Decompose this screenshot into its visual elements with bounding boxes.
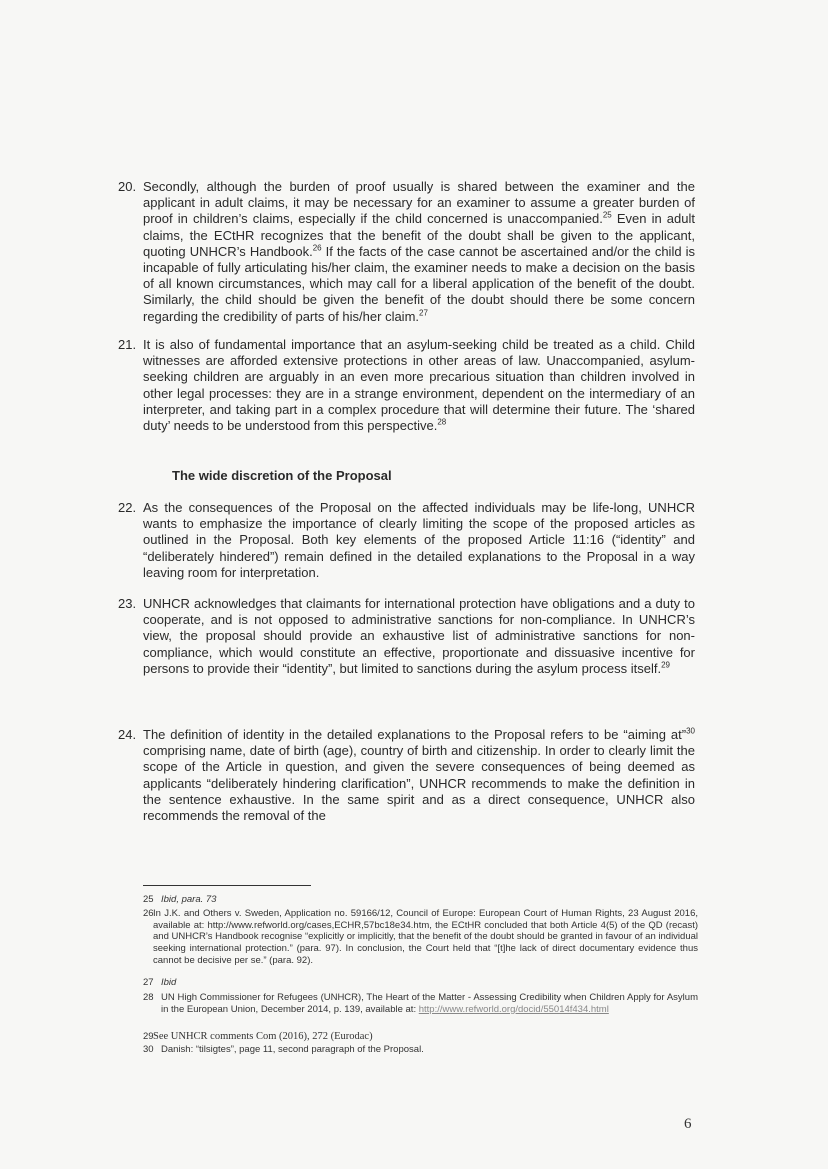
footnote-number: 27 bbox=[143, 977, 154, 988]
footnote-ref[interactable]: 30 bbox=[686, 726, 695, 736]
footnote-number: 25 bbox=[143, 894, 154, 905]
footnote-ref[interactable]: 25 bbox=[602, 211, 612, 221]
footnote-30 bbox=[143, 1044, 698, 1056]
paragraph-number: 21. bbox=[118, 337, 137, 352]
footnote-ref[interactable]: 28 bbox=[437, 417, 447, 427]
paragraph-text: Secondly, although the burden of proof usually is shared between the examiner and the applicant in adult claims, it may be necessary for an examiner to assume a greater burden of proof in children’s claims, especially if the child concerned is unaccompanied. bbox=[143, 179, 695, 227]
footnote-text: See UNHCR comments Com (2016), 272 (Eurodac) bbox=[153, 1031, 373, 1042]
footnote-divider bbox=[143, 885, 311, 886]
footnote-number: 28 bbox=[143, 992, 154, 1003]
footnote-link[interactable]: http://www.refworld.org/docid/55014f434.html bbox=[418, 1003, 609, 1015]
paragraph-text: The definition of identity in the detailed explanations to the Proposal refers to be “aiming at” bbox=[143, 727, 687, 742]
paragraph-text: UNHCR acknowledges that claimants for international protection have obligations and a duty to cooperate, and is not opposed to administrative sanctions for non-compliance. In UNHCR’s view, the proposal should provide an exhaustive list of administrative sanctions for non-compliance, which would constitute an effective, proportionate and dissuasive incentive for persons to provide their “identity”, but limited to sanctions during the asylum process itself. bbox=[143, 596, 695, 676]
section-heading: The wide discretion of the Proposal bbox=[172, 468, 392, 483]
paragraph-24 bbox=[118, 726, 695, 824]
footnote-text: Ibid bbox=[161, 977, 177, 988]
paragraph-21 bbox=[118, 337, 695, 434]
footnote-ref[interactable]: 26 bbox=[312, 243, 322, 253]
paragraph-text: Even in adult claims, the ECtHR recognizes that the benefit of the doubt shall be given to the applicant, quoting UNHCR’s Handbook. bbox=[143, 211, 695, 259]
paragraph-23 bbox=[118, 596, 695, 677]
paragraph-number: 23. bbox=[118, 596, 137, 611]
footnote-text: Ibid, para. 73 bbox=[161, 894, 217, 905]
paragraph-22 bbox=[118, 500, 695, 581]
footnote-ref[interactable]: 29 bbox=[661, 660, 670, 670]
page-number: 6 bbox=[684, 1116, 692, 1132]
footnote-25 bbox=[143, 894, 698, 906]
paragraph-20 bbox=[118, 179, 695, 325]
footnote-ref[interactable]: 27 bbox=[419, 308, 428, 318]
footnote-text: In J.K. and Others v. Sweden, Application no. 59166/12, Council of Europe: European Court of Human Rights, 23 August 2016, available at: http://www.refworld.org/cases,ECHR,57bc18e34.htm, the ECtHR concluded that both Article 4(5) of the QD (recast) and UNHCR’s Handbook recognise “explicitly or implicitly, that the benefit of the doubt should be granted in favour of an individual seeking international protection.” (para. 97). In conclusion, the Court held that “[t]he lack of direct documentary evidence thus cannot be decisive per se.” (para. 92). bbox=[153, 908, 698, 966]
paragraph-number: 24. bbox=[118, 727, 137, 742]
footnote-number: 26 bbox=[143, 908, 154, 919]
footnote-text: Danish: “tilsigtes”, page 11, second paragraph of the Proposal. bbox=[161, 1044, 424, 1055]
paragraph-text: As the consequences of the Proposal on the affected individuals may be life-long, UNHCR wants to emphasize the importance of clearly limiting the scope of the proposed articles as outlined in the Proposal. Both key elements of the proposed Article 11:16 (“identity” and “deliberately hindered”) remain defined in the detailed explanations to the Proposal in a way leaving room for interpretation. bbox=[143, 500, 695, 580]
paragraph-text: If the facts of the case cannot be ascertained and/or the child is incapable of fully articulating his/her claim, the examiner needs to make a decision on the basis of all known circumstances, which may call for a liberal application of the benefit of the doubt. Similarly, the child should be given the benefit of the doubt should there be some concern regarding the credibility of parts of his/her claim. bbox=[143, 243, 695, 324]
paragraph-text: comprising name, date of birth (age), country of birth and citizenship. In order to clearly limit the scope of the Article in question, and given the severe consequences of being deemed as applicants “deliberately hindering clarification”, UNHCR recommends to make the definition in the sentence exhaustive. In the same spirit and as a direct consequence, UNHCR also recommends the removal of the bbox=[143, 743, 695, 824]
footnote-number: 30 bbox=[143, 1044, 154, 1055]
paragraph-number: 20. bbox=[118, 179, 137, 194]
footnote-29 bbox=[143, 1031, 698, 1043]
paragraph-text: It is also of fundamental importance that an asylum-seeking child be treated as a child. Child witnesses are afforded extensive protections in other areas of law. Unaccompanied, asylum-seeking children are arguably in an even more precarious situation than children involved in other legal processes: they are in a strange environment, dependent on the intermediary of an interpreter, and taking part in a complex procedure that will determine their future. The ‘shared duty’ needs to be understood from this perspective. bbox=[143, 337, 695, 434]
footnote-26 bbox=[143, 908, 698, 967]
footnote-28 bbox=[143, 992, 698, 1015]
footnote-text: UN High Commissioner for Refugees (UNHCR), The Heart of the Matter - Assessing Credibility when Children Apply for Asylum in the European Union, December 2014, p. 139, available at: bbox=[161, 992, 698, 1015]
footnote-number: 29 bbox=[143, 1031, 154, 1042]
footnote-27 bbox=[143, 977, 698, 989]
paragraph-number: 22. bbox=[118, 500, 137, 515]
